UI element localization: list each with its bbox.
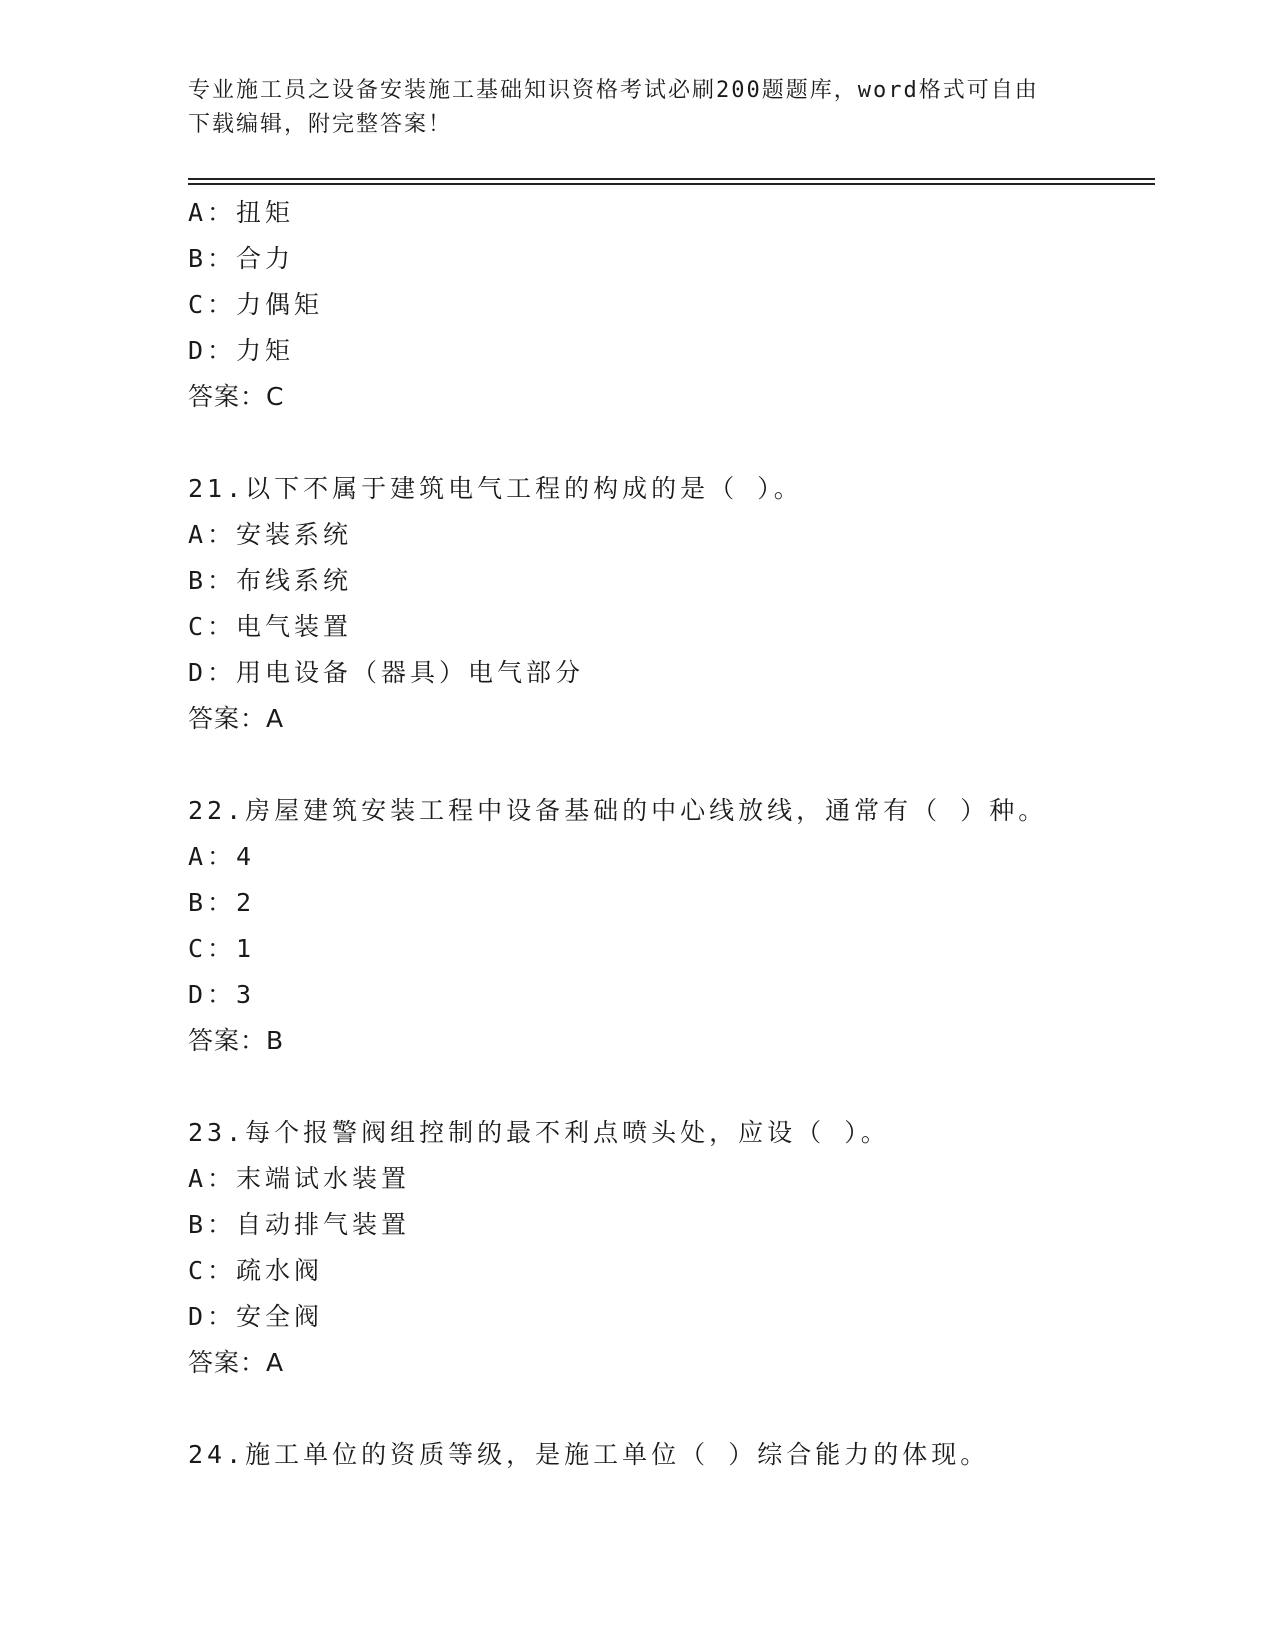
option-d: D：用电设备（器具）电气部分 [188,658,585,687]
question-block-22 [188,788,1148,1064]
continued-question-block [188,190,1148,420]
question-stem: 21.以下不属于建筑电气工程的构成的是（ ）。 [188,474,803,503]
question-stem: 22.房屋建筑安装工程中设备基础的中心线放线，通常有（ ）种。 [188,796,1048,825]
spacer [188,420,1148,466]
answer-line: 答案：C [188,382,285,411]
option-c: C：电气装置 [188,612,353,641]
option-d: D：3 [188,980,256,1009]
header-divider-bottom [188,183,1155,185]
document-header [188,74,1088,142]
spacer [188,1064,1148,1110]
spacer [188,742,1148,788]
question-block-24 [188,1432,1148,1478]
option-b: B：自动排气装置 [188,1210,411,1239]
header-divider-top [188,178,1155,180]
header-line-2: 下载编辑，附完整答案！ [188,112,453,137]
option-b: B：2 [188,888,256,917]
question-list [188,190,1148,1478]
answer-line: 答案：A [188,1348,285,1377]
option-c: C：疏水阀 [188,1256,324,1285]
option-a: A：安装系统 [188,520,353,549]
option-c: C：1 [188,934,256,963]
option-b: B：布线系统 [188,566,353,595]
option-b: B：合力 [188,244,295,273]
question-stem: 24.施工单位的资质等级，是施工单位（ ）综合能力的体现。 [188,1440,990,1469]
answer-line: 答案：A [188,704,285,733]
header-line-1: 专业施工员之设备安装施工基础知识资格考试必刷200题题库，word格式可自由 [188,78,1039,103]
option-a: A：末端试水装置 [188,1164,411,1193]
option-c: C：力偶矩 [188,290,324,319]
option-a: A：4 [188,842,256,871]
question-block-21 [188,466,1148,742]
answer-line: 答案：B [188,1026,285,1055]
question-block-23 [188,1110,1148,1386]
option-d: D：力矩 [188,336,295,365]
option-d: D：安全阀 [188,1302,324,1331]
question-stem: 23.每个报警阀组控制的最不利点喷头处，应设（ ）。 [188,1118,890,1147]
option-a: A：扭矩 [188,198,295,227]
spacer [188,1386,1148,1432]
